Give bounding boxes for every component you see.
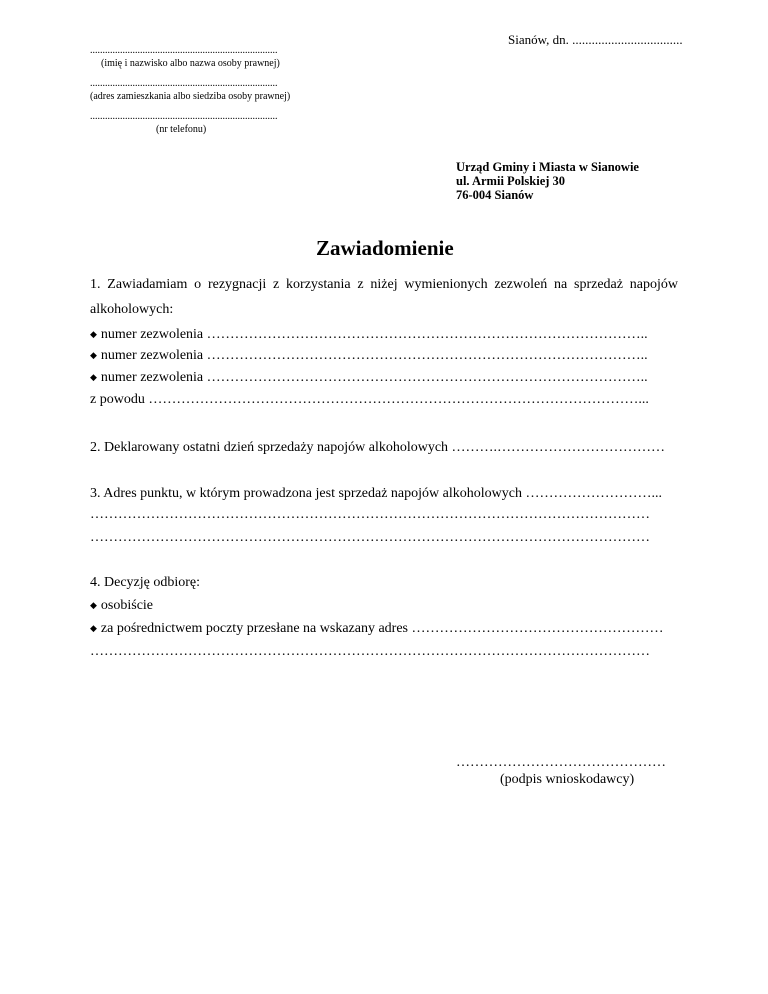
signature-caption: (podpis wnioskodawcy) [500,772,635,787]
section-3-address-line-1: ………………………………………………………………………………………………………… [90,507,650,522]
section-1-text-cont: alkoholowych: [90,302,174,317]
place-date: Sianów, dn. .................................. [508,32,683,47]
section-3-address-text: 3. Adres punktu, w którym prowadzona jest sprzedaż napojów alkoholowych ………………………... [90,486,662,501]
option-personal-pickup: ◆ osobiście [90,598,153,614]
section-4-text: 4. Decyzję odbiorę: [90,575,201,590]
section-4-address-line: ………………………………………………………………………………………………………… [90,644,650,659]
applicant-address-caption: (adres zamieszkania albo siedziba osoby prawnej) [90,91,291,102]
section-2-last-sale-day: 2. Deklarowany ostatni dzień sprzedaży napojów alkoholowych ……….……………………………… [90,440,666,455]
applicant-phone-caption: (nr telefonu) [156,124,207,135]
recipient-city: 76-004 Sianów [456,188,534,202]
reason-line: z powodu ……………………………………………………………………………………………... [90,392,649,407]
document-title: Zawiadomienie [316,236,454,260]
applicant-phone-line: ........................................................................... [90,111,278,122]
applicant-address-line: ........................................................................... [90,78,278,89]
permit-number-1: ◆ numer zezwolenia ………………………………………………………………………………….. [90,327,648,343]
option-by-post: ◆ za pośrednictwem poczty przesłane na wskazany adres ……………………………………………… [90,621,664,637]
recipient-street: ul. Armii Polskiej 30 [456,174,566,188]
recipient-office: Urząd Gminy i Miasta w Sianowie [456,160,639,174]
section-1-text: 1. Zawiadamiam o rezygnacji z korzystania z niżej wymienionych zezwoleń na sprzedaż napojów [90,277,678,292]
applicant-name-line: ........................................................................... [90,45,278,56]
permit-number-2: ◆ numer zezwolenia ………………………………………………………………………………….. [90,348,648,364]
section-3-address-line-2: ………………………………………………………………………………………………………… [90,530,650,545]
permit-number-3: ◆ numer zezwolenia ………………………………………………………………………………….. [90,370,648,386]
signature-line: ……………………………………… [456,755,666,770]
applicant-name-caption: (imię i nazwisko albo nazwa osoby prawnej) [101,58,280,69]
